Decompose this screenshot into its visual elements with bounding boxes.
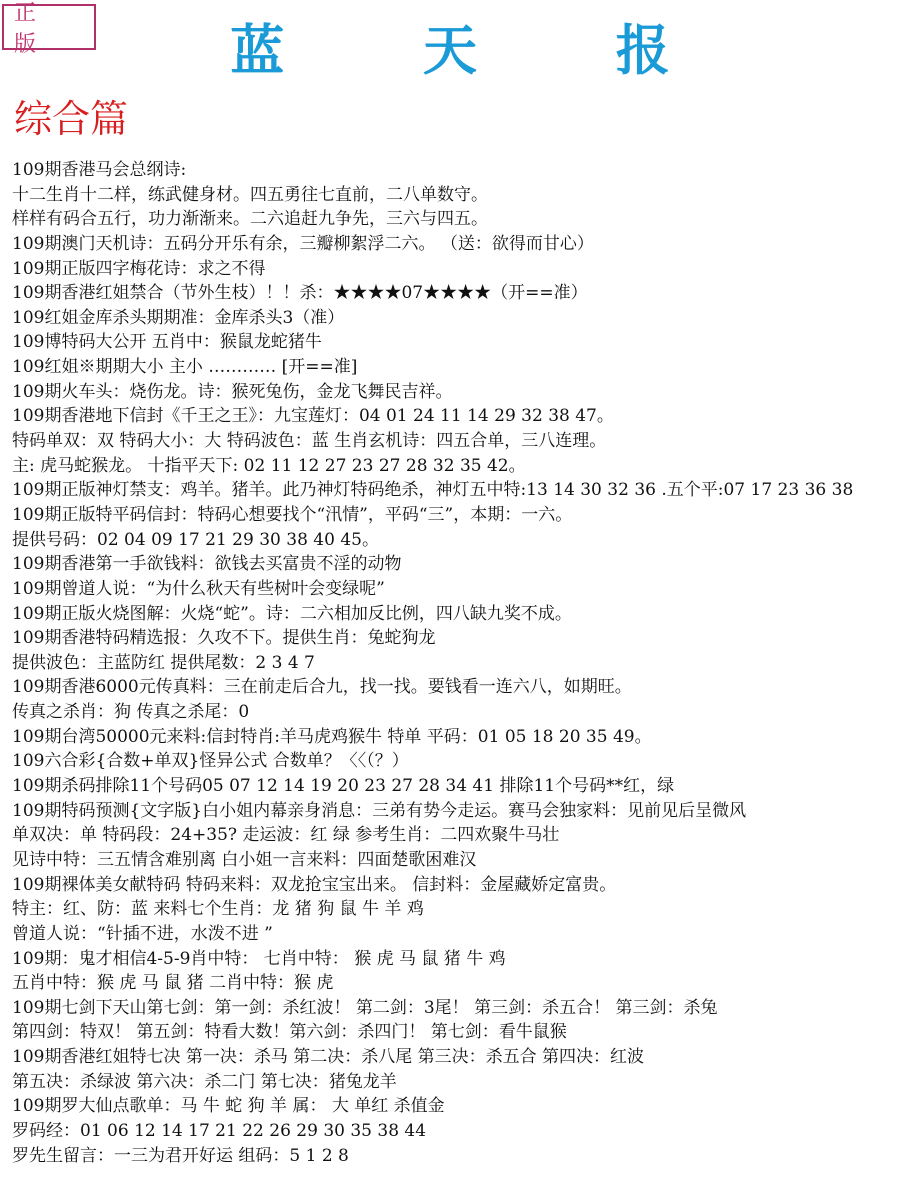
text-line: 特码单双：双 特码大小：大 特码波色：蓝 生肖玄机诗：四五合单，三八连理。 (12, 431, 607, 452)
text-line: 主: 虎马蛇猴龙。 十指平天下: 02 11 12 27 23 27 28 32 35 42。 (12, 455, 526, 476)
text-line: 109期台湾50000元来料:信封特肖:羊马虎鸡猴牛 特单 平码：01 05 18 20 35 49。 (12, 726, 652, 747)
text-line: 109期正版神灯禁支：鸡羊。猪羊。此乃神灯特码绝杀，神灯五中特:13 14 30 32 36 .五个平:07 17 23 36 38 (12, 480, 854, 501)
text-line: 109期香港红姐特七决 第一决：杀马 第二决：杀八尾 第三决：杀五合 第四决：红波 (12, 1047, 645, 1068)
text-line: 109期裸体美女献特码 特码来料：双龙抢宝宝出来。 信封料：金屋藏娇定富贵。 (12, 874, 617, 895)
text-line: 曾道人说：“针插不进，水泼不进 ” (12, 923, 273, 944)
text-line: 109期七剑下天山第七剑：第一剑：杀红波！ 第二剑：3尾！ 第三剑：杀五合！ 第三剑：杀兔 (12, 997, 718, 1018)
text-line: 罗码经：01 06 12 14 17 21 22 26 29 30 35 38 44 (12, 1120, 427, 1141)
text-line: 十二生肖十二样，练武健身材。四五勇往七直前，二八单数守。 (12, 184, 488, 205)
text-line: 五肖中特：猴 虎 马 鼠 猪 二肖中特：猴 虎 (12, 973, 334, 994)
text-line: 传真之杀肖：狗 传真之杀尾：0 (12, 702, 250, 723)
text-line: 109期杀码排除11个号码05 07 12 14 19 20 23 27 28 34 41 排除11个号码**红，绿 (12, 776, 675, 797)
text-line: 109红姐※期期大小 主小 ………… [开==准] (12, 357, 358, 378)
text-line: 109期：鬼才相信4-5-9肖中特： 七肖中特： 猴 虎 马 鼠 猪 牛 鸡 (12, 948, 506, 969)
text-line: 109期特码预测{文字版}白小姐内幕亲身消息：三弟有势今走运。赛马会独家料：见前见后呈微风 (12, 800, 747, 821)
content-lines (12, 158, 900, 1168)
text-line: 109期正版四字梅花诗：求之不得 (12, 258, 266, 279)
text-line: 109期火车头：烧伤龙。诗：猴死兔伤，金龙飞舞民吉祥。 (12, 381, 453, 402)
text-line: 109期香港地下信封《千王之王》：九宝莲灯：04 01 24 11 14 29 32 38 47。 (12, 406, 614, 427)
text-line: 109期正版特平码信封：特码心想要找个“汛情”，平码“三”，本期：一六。 (12, 504, 573, 525)
text-line: 特主：红、防：蓝 来料七个生肖：龙 猪 狗 鼠 牛 羊 鸡 (12, 899, 424, 920)
text-line: 109期香港6000元传真料：三在前走后合九，找一找。要钱看一连六八，如期旺。 (12, 677, 632, 698)
text-line: 109期罗大仙点歌单：马 牛 蛇 狗 羊 属： 大 单红 杀值金 (12, 1096, 445, 1117)
text-line: 109红姐金库杀头期期准：金库杀头3（准） (12, 307, 345, 328)
text-line: 109期曾道人说：“为什么秋天有些树叶会变绿呢” (12, 578, 385, 599)
text-line: 109六合彩{合数+单双}怪异公式 合数单？〈〈（？） (12, 751, 409, 772)
text-line: 109期澳门天机诗：五码分开乐有余，三瓣柳絮浮二六。 （送：欲得而甘心） (12, 233, 594, 254)
edition-badge: 正 版 (2, 4, 96, 50)
text-line: 样样有码合五行，功力渐渐来。二六追赶九争先，三六与四五。 (12, 209, 488, 230)
text-line: 109期香港特码精选报：久攻不下。提供生肖：兔蛇狗龙 (12, 628, 436, 649)
text-line: 109期正版火烧图解：火烧“蛇”。诗：二六相加反比例，四八缺九奖不成。 (12, 603, 572, 624)
text-line: 109期香港红姐禁合（节外生枝）！！杀：★★★★07★★★★（开==准） (12, 283, 588, 304)
text-line: 罗先生留言：一三为君开好运 组码：5 1 2 8 (12, 1145, 349, 1166)
text-line: 109期香港马会总纲诗: (12, 160, 187, 180)
text-line: 提供波色：主蓝防红 提供尾数：2 3 4 7 (12, 652, 315, 673)
text-line: 109博特码大公开 五肖中：猴鼠龙蛇猪牛 (12, 332, 322, 353)
text-line: 第四剑：特双！ 第五剑：特看大数！第六剑：杀四门！ 第七剑：看牛鼠猴 (12, 1022, 567, 1043)
text-line: 109期香港第一手欲钱料：欲钱去买富贵不淫的动物 (12, 554, 402, 575)
section-heading: 综合篇 (14, 97, 129, 141)
text-line: 第五决：杀绿波 第六决：杀二门 第七决：猪兔龙羊 (12, 1071, 397, 1092)
text-line: 见诗中特：三五情含难别离 白小姐一言来料：四面楚歌困难汉 (12, 849, 477, 870)
text-line: 提供号码：02 04 09 17 21 29 30 38 40 45。 (12, 529, 379, 550)
page-title: 蓝 天 报 (230, 18, 730, 82)
text-line: 单双决：单 特码段：24+35? 走运波：红 绿 参考生肖：二四欢聚牛马壮 (12, 825, 560, 846)
